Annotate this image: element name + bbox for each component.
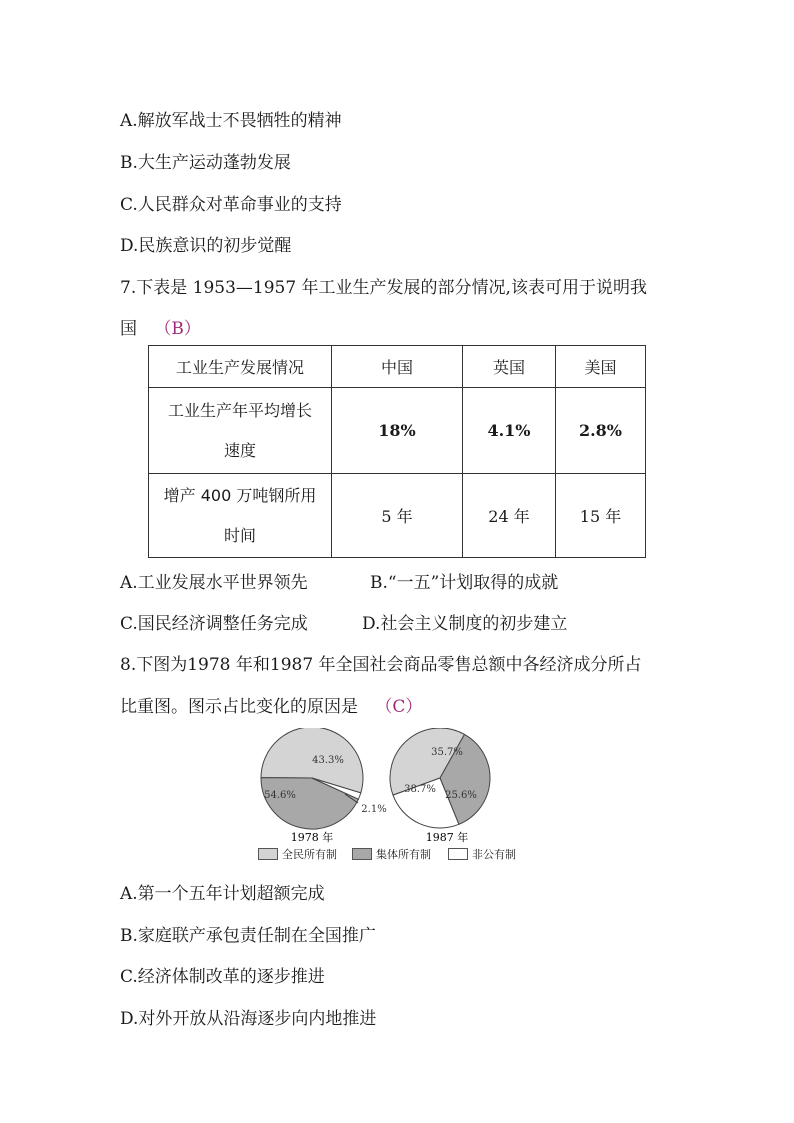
legend-label: 非公有制	[472, 848, 516, 861]
q7-answer-open: （	[154, 319, 172, 339]
legend-swatch	[448, 848, 468, 860]
q7-answer-paren	[154, 319, 201, 339]
q7-table-row	[149, 474, 646, 558]
legend-swatch	[258, 848, 278, 860]
q7-row2-label-b: 时间	[223, 525, 256, 545]
q7-row2-label	[149, 474, 332, 558]
q7-header-uk: 英国	[463, 346, 556, 388]
legend-item	[352, 846, 431, 862]
q8-option-b: B.家庭联产承包责任制在全国推广	[120, 926, 376, 946]
legend-label: 全民所有制	[282, 848, 337, 861]
q7-table-header-row	[149, 346, 646, 388]
q7-table	[148, 345, 646, 558]
q8-answer-open: （	[375, 697, 393, 717]
q6-option-d: D.民族意识的初步觉醒	[120, 236, 292, 256]
q7-row1-china: 18%	[332, 388, 463, 474]
q7-option-b: B.“一五”计划取得的成就	[370, 573, 559, 593]
legend-swatch	[352, 848, 372, 860]
pie-chart-1978	[261, 728, 387, 829]
q8-answer: C	[392, 697, 406, 717]
pie-chart-1987	[390, 728, 490, 828]
q7-row1-label	[149, 388, 332, 474]
pie-charts	[250, 728, 540, 848]
q7-option-d: D.社会主义制度的初步建立	[362, 614, 568, 634]
pie-slice-label: 38.7%	[404, 784, 436, 795]
q7-answer: B	[171, 319, 184, 339]
pie-slice-label: 43.3%	[312, 755, 344, 766]
q8-option-d: D.对外开放从沿海逐步向内地推进	[120, 1009, 377, 1029]
pie-slice-label: 2.1%	[361, 804, 387, 815]
q7-stem-line1: 7.下表是 1953—1957 年工业生产发展的部分情况,该表可用于说明我	[120, 278, 647, 298]
q7-row1-us: 2.8%	[556, 388, 646, 474]
q7-answer-close: ）	[183, 319, 201, 339]
q7-row2-china: 5 年	[332, 474, 463, 558]
q8-stem-line2	[120, 692, 422, 717]
pie-slice-label: 25.6%	[445, 790, 477, 801]
q8-stem-line1: 8.下图为1978 年和1987 年全国社会商品零售总额中各经济成分所占	[120, 655, 642, 675]
pie-caption-1987: 1987 年	[425, 831, 469, 844]
q7-row1-uk: 4.1%	[463, 388, 556, 474]
q8-stem-tail: 比重图。图示占比变化的原因是	[120, 697, 358, 717]
q7-row1-label-b: 速度	[223, 440, 256, 460]
q7-header-indicator: 工业生产发展情况	[149, 346, 332, 388]
q7-option-a: A.工业发展水平世界领先	[120, 573, 308, 593]
legend-item	[258, 846, 337, 862]
q7-header-china: 中国	[332, 346, 463, 388]
q8-option-c: C.经济体制改革的逐步推进	[120, 967, 325, 987]
q6-option-c: C.人民群众对革命事业的支持	[120, 195, 342, 215]
q7-stem-line2	[120, 314, 201, 339]
pie-slice-label: 35.7%	[431, 747, 463, 758]
pie-slice-label: 54.6%	[264, 790, 296, 801]
legend-item	[448, 846, 516, 862]
q7-stem-tail: 国	[120, 319, 137, 339]
q6-option-a: A.解放军战士不畏牺牲的精神	[120, 111, 342, 131]
legend-label: 集体所有制	[376, 848, 431, 861]
pie-caption-1978: 1978 年	[290, 831, 334, 844]
q8-answer-close: ）	[405, 697, 423, 717]
q8-answer-paren	[375, 697, 422, 717]
q7-table-row	[149, 388, 646, 474]
q7-option-c: C.国民经济调整任务完成	[120, 614, 308, 634]
q7-header-us: 美国	[556, 346, 646, 388]
q6-option-b: B.大生产运动蓬勃发展	[120, 153, 291, 173]
q7-row2-label-a: 增产 400 万吨钢所用	[163, 485, 317, 505]
q8-option-a: A.第一个五年计划超额完成	[120, 884, 325, 904]
q7-row2-uk: 24 年	[463, 474, 556, 558]
q7-row1-label-a: 工业生产年平均增长	[167, 400, 312, 420]
q7-row2-us: 15 年	[556, 474, 646, 558]
